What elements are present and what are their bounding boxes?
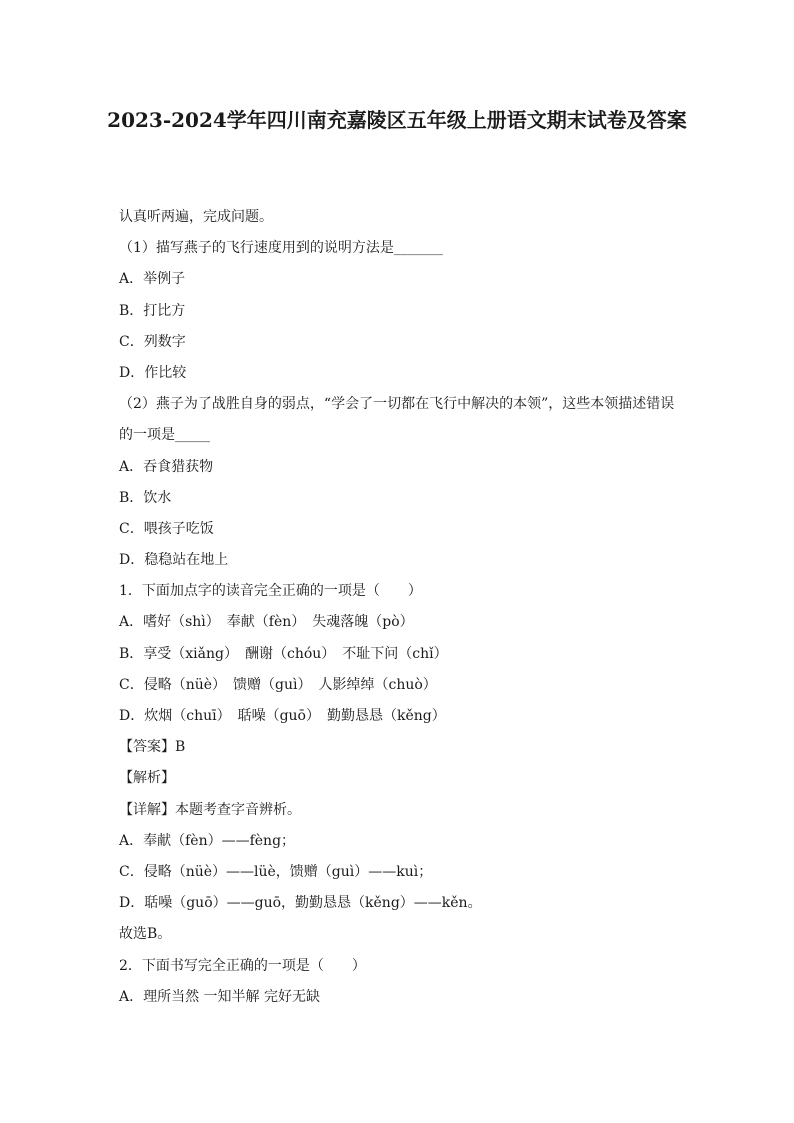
option-d: D．稳稳站在地上 — [119, 552, 229, 569]
document-body — [119, 202, 679, 1013]
option-c: C．喂孩子吃饭 — [119, 520, 214, 537]
answer-label: 【答案】B — [119, 739, 186, 756]
option-b: B．享受（xiǎng） 酬谢（chóu） 不耻下问（chǐ） — [119, 645, 448, 662]
explanation-c: C．侵略（nüè）——lüè，馈赠（guì）——kuì； — [119, 863, 433, 880]
option-a: A．吞食猎获物 — [119, 458, 214, 475]
option-d: D．炊烟（chuī） 聒噪（guō） 勤勤恳恳（kěng） — [119, 708, 446, 725]
explanation-d: D．聒噪（guō）——guō，勤勤恳恳（kěng）——kěn。 — [119, 895, 482, 912]
option-b: B．饮水 — [119, 489, 172, 506]
document-title: 2023-2024学年四川南充嘉陵区五年级上册语文期末试卷及答案 — [107, 108, 687, 132]
option-a: A．举例子 — [119, 271, 186, 288]
option-a: A．理所当然 一知半解 完好无缺 — [119, 988, 321, 1005]
question-2: 2．下面书写完全正确的一项是（ ） — [119, 957, 366, 974]
analysis-label: 【解析】 — [119, 770, 175, 787]
option-b: B．打比方 — [119, 302, 186, 319]
option-c: C．侵略（nüè） 馈赠（guì） 人影绰绰（chuò） — [119, 676, 437, 693]
listening-instruction: 认真听两遍，完成问题。 — [119, 209, 273, 225]
question-1-2: （2）燕子为了战胜自身的弱点，“学会了一切都在飞行中解决的本领”，这些本领描述错误的一项是_____ — [119, 396, 675, 444]
option-a: A．嗜好（shì） 奉献（fèn） 失魂落魄（pò） — [119, 614, 414, 631]
detail-explanation: 【详解】本题考查字音辨析。 — [119, 801, 301, 818]
option-c: C．列数字 — [119, 333, 186, 350]
option-d: D．作比较 — [119, 364, 187, 381]
explanation-a: A．奉献（fèn）——fèng； — [119, 832, 296, 849]
conclusion: 故选B。 — [119, 926, 172, 943]
question-1-1: （1）描写燕子的飞行速度用到的说明方法是_______ — [119, 240, 443, 257]
question-1: 1．下面加点字的读音完全正确的一项是（ ） — [119, 583, 422, 600]
